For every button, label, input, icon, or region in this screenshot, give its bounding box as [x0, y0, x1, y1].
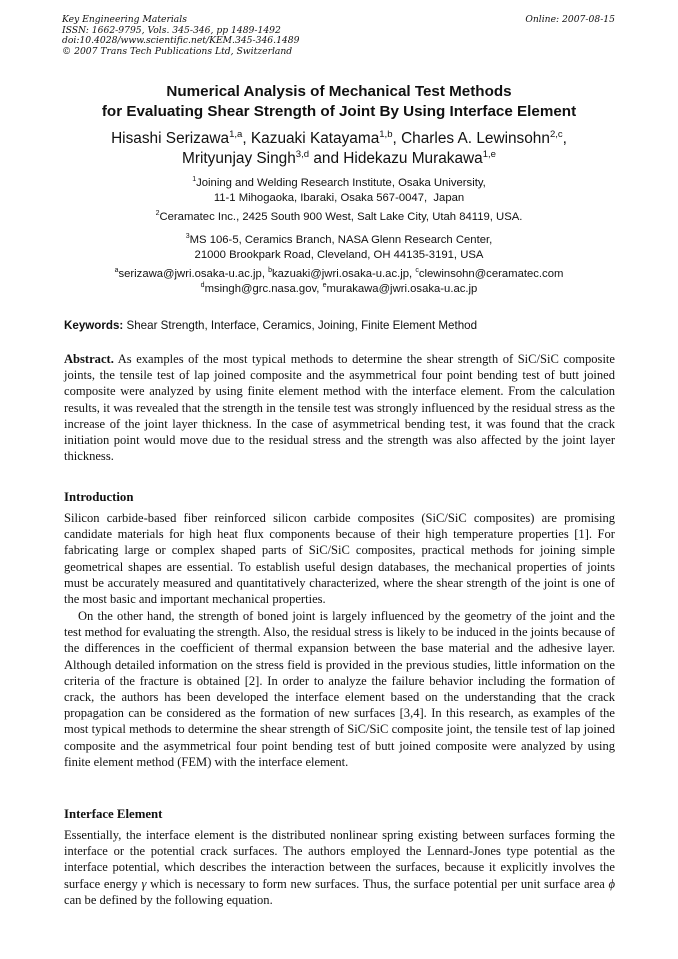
emails-line-2 [40, 282, 638, 297]
abstract-label: Abstract. [64, 352, 114, 366]
gamma-symbol: γ [141, 876, 147, 891]
email-separator: , [316, 283, 323, 295]
abstract-text: As examples of the most typical methods to determine the shear strength of SiC/SiC composite joints, the tensile test of lap joined composite and the asymmetrical four point bending test of butt joined composite were analyzed by using finite element method with the interface element. From the calculation results, it was revealed that the strength in the tensile test was strongly influenced by the residual stress as the increase of the joint layer thickness. In the case of asymmetrical bending test, it was found that the crack initiation point would move due to the residual stress and the strength was also affected by the joint layer thickness. [64, 352, 615, 464]
email-address: serizawa@jwri.osaka-u.ac.jp [118, 268, 262, 280]
introduction-paragraph-1: Silicon carbide-based fiber reinforced silicon carbide composites (SiC/SiC composites) are promising candidate materials for high heat flux components because of their high temperature properties [1]. For fabricating large or complex shaped parts of SiC/SiC composites, practical methods for joining simple geometrical shapes are essential. To establish useful design databases, the mechanical properties of joints must be accurately measured and quantitatively characterized, where the shear strength of the joint is one of the most basic and important mechanical properties. [64, 511, 615, 607]
author-affiliation-mark: 2,c [549, 128, 563, 140]
introduction-heading: Introduction [64, 490, 134, 504]
keywords [64, 318, 616, 333]
author-affiliation-mark: 1,a [229, 128, 243, 140]
author-name: Hidekazu Murakawa [343, 150, 483, 167]
paper-title [40, 82, 638, 121]
email-mark: e [322, 282, 327, 290]
author-affiliation-mark: 1,b [379, 128, 393, 140]
interface-element-paragraph [64, 827, 615, 908]
author-affiliation-mark: 3,d [295, 148, 310, 160]
affiliation-text: Joining and Welding Research Institute, Osaka University, [196, 177, 486, 189]
online-date: Online: 2007-08-15 [525, 14, 615, 25]
author-affiliation-mark: 1,e [482, 148, 496, 160]
affiliation-text: MS 106-5, Ceramics Branch, NASA Glenn Research Center, [189, 234, 493, 246]
interface-element-heading: Interface Element [64, 807, 163, 821]
paragraph-text: which is necessary to form new surfaces. Thus, the surface potential per unit surface area [146, 876, 609, 891]
author-name: Charles A. Lewinsohn [401, 130, 550, 147]
introduction-paragraph-2: On the other hand, the strength of boned joint is largely influenced by the geometry of the joint and the test method for evaluating the strength. Also, the residual stress is likely to be induced in the joints because of the differences in the coefficient of thermal expansion between the base material and the adhesive layer. Although detailed information on the stress field is provided in the previous studies, little information on the criteria of the fracture is obtained [2]. In order to analyze the failure behavior including the formation of crack, the authors has been developed the interface element based on the understanding that the crack propagation can be considered as the formation of new surfaces [3,4]. In this research, as examples of the most typical methods to determine the shear strength of SiC/SiC composite joint, the tensile test of lap joined composite and the asymmetrical four point bending test of butt joined composite were analyzed by using finite element method (FEM) with the interface element. [64, 609, 615, 769]
title-line-1: Numerical Analysis of Mechanical Test Methods [166, 83, 512, 100]
affiliation-mark: 1 [192, 176, 197, 184]
journal-copyright: © 2007 Trans Tech Publications Ltd, Switzerland [62, 46, 293, 58]
affiliation-mark: 3 [185, 233, 190, 241]
title-line-2: for Evaluating Shear Strength of Joint By Using Interface Element [101, 102, 577, 120]
author-emails [40, 267, 638, 297]
emails-line-1 [40, 267, 638, 282]
author-name: Kazuaki Katayama [250, 130, 380, 147]
affiliation-3 [40, 233, 638, 263]
email-mark: d [200, 282, 205, 290]
email-mark: c [415, 267, 419, 275]
email-address: murakawa@jwri.osaka-u.ac.jp [326, 283, 478, 295]
affiliation-3-line-1 [40, 233, 638, 248]
paragraph-text: can be defined by the following equation. [64, 892, 273, 907]
abstract [64, 351, 615, 464]
author-name: Mrityunjay Singh [182, 150, 296, 167]
phi-symbol: ϕ [608, 876, 616, 891]
keywords-text: Shear Strength, Interface, Ceramics, Joining, Finite Element Method [123, 319, 478, 332]
affiliation-text: Ceramatec Inc., 2425 South 900 West, Salt Lake City, Utah 84119, USA. [159, 211, 523, 223]
authors-line-2 [40, 149, 638, 169]
author-separator: , [392, 130, 402, 147]
email-address: clewinsohn@ceramatec.com [418, 268, 564, 280]
affiliation-1-line-1 [40, 176, 638, 191]
email-mark: b [268, 267, 272, 275]
authors-line-1 [40, 129, 638, 149]
affiliation-1-line-2: 11-1 Mihogaoka, Ibaraki, Osaka 567-0047, Japan [213, 192, 465, 204]
journal-header [62, 15, 615, 58]
journal-issn: ISSN: 1662-9795, Vols. 345-346, pp 1489-1492 [62, 24, 281, 36]
journal-doi: doi:10.4028/www.scientific.net/KEM.345-346.1489 [62, 35, 300, 47]
affiliation-1 [40, 176, 638, 206]
email-mark: a [114, 267, 119, 275]
author-list [40, 129, 638, 169]
author-separator: , [562, 130, 567, 147]
email-separator: , [409, 268, 416, 280]
keywords-label: Keywords: [64, 319, 124, 332]
paragraph-text: Essentially, the interface element is the distributed nonlinear spring existing between surfaces forming the interface or the potential crack surfaces. The authors employed the Lennard-Jones type potential as the interface potential, which describes the interaction between the surfaces, because it explicitly involves the surface energy [64, 828, 615, 891]
affiliation-2 [40, 210, 638, 225]
email-separator: , [261, 268, 269, 280]
author-name: Hisashi Serizawa [111, 130, 230, 147]
email-address: msingh@grc.nasa.gov [204, 283, 317, 295]
author-conjunction: and [309, 150, 344, 167]
affiliation-mark: 2 [155, 210, 160, 218]
email-address: kazuaki@jwri.osaka-u.ac.jp [272, 268, 410, 280]
journal-name: Key Engineering Materials [62, 14, 187, 25]
author-separator: , [242, 130, 251, 147]
affiliation-3-line-2: 21000 Brookpark Road, Cleveland, OH 44135-3191, USA [194, 249, 484, 261]
